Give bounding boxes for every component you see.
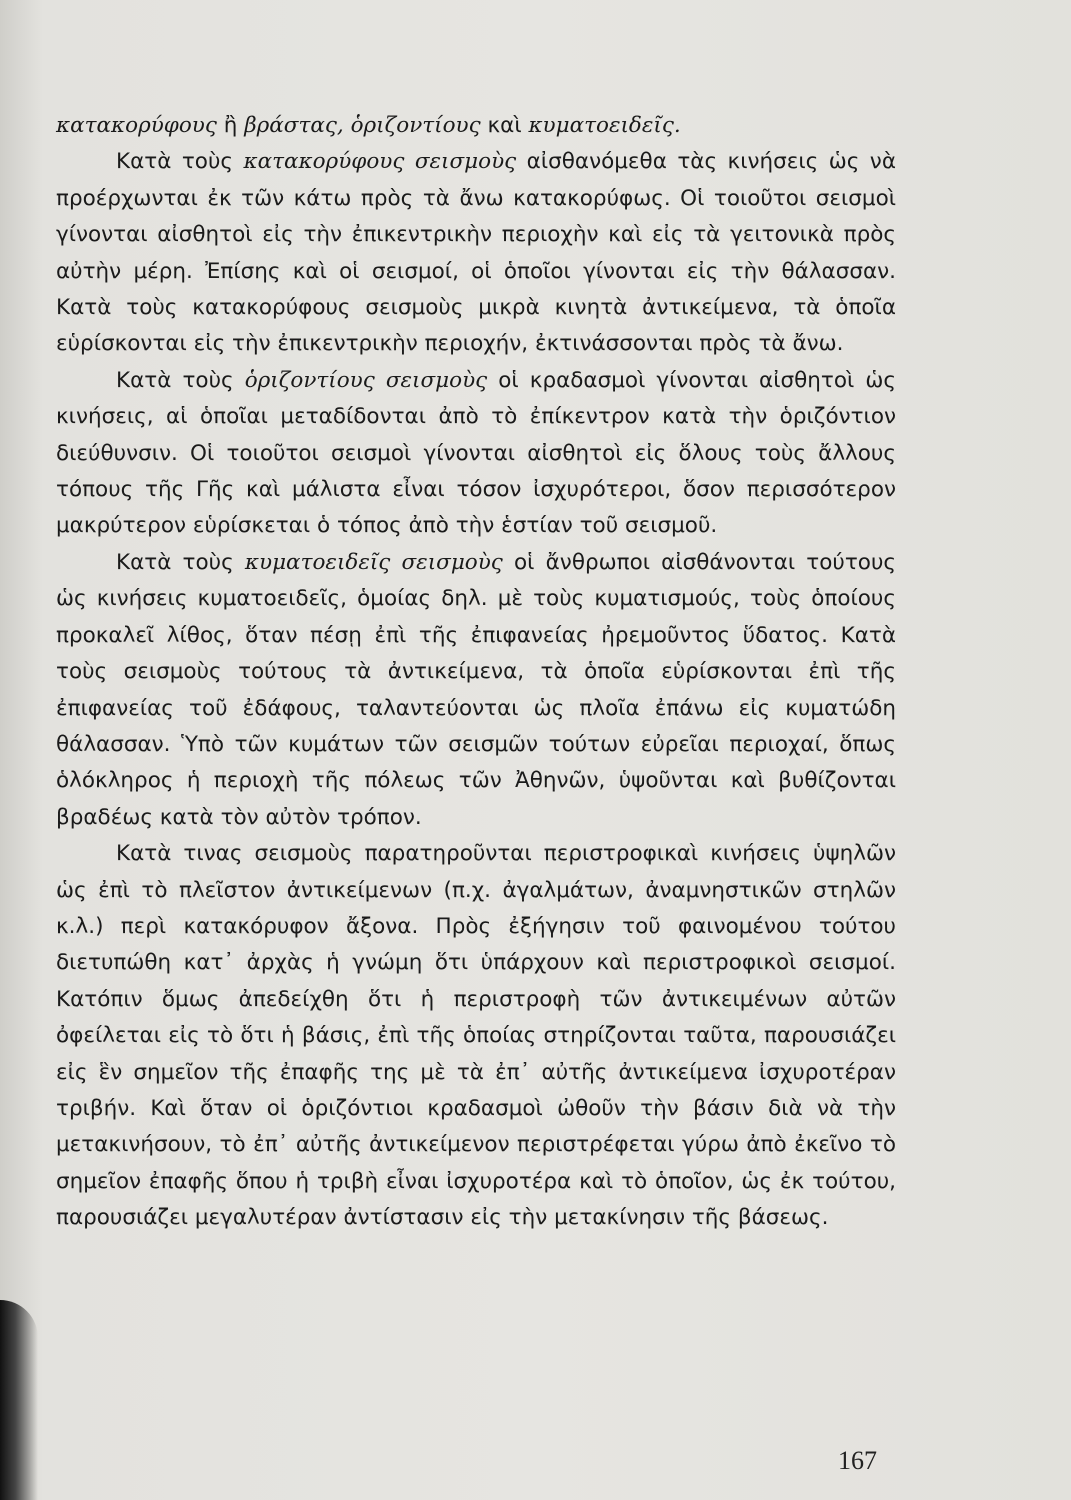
- text-run: ἢ: [216, 113, 245, 138]
- body-text: [56, 108, 896, 1237]
- paragraph: [56, 108, 896, 144]
- paragraph: [56, 144, 896, 362]
- text-run: οἱ κραδασμοὶ γίνονται αἰσθητοὶ ὡς κινήσεις, αἱ ὁποῖαι μεταδίδονται ἀπὸ τὸ ἐπίκεντρον κατὰ τὴν ὁριζόντιον διεύθυνσιν. Οἱ τοιοῦτοι σεισμοὶ γίνονται αἰσθητοὶ εἰς ὅλους τοὺς ἄλλους τόπους τῆς Γῆς καὶ μάλιστα εἶναι τόσον ἰσχυρότεροι, ὅσον περισσότερον μακρύτερον εὑρίσκεται ὁ τόπος ἀπὸ τὴν ἑστίαν τοῦ σεισμοῦ.: [56, 367, 896, 539]
- text-run: Κατὰ τοὺς: [116, 367, 245, 393]
- italic-text-run: κατακορύφους σεισμοὺς: [243, 149, 517, 175]
- italic-text-run: κυματοειδεῖς σεισμοὺς: [244, 549, 503, 575]
- text-run: αἰσθανόμεθα τὰς κινήσεις ὡς νὰ προέρχωνται ἐκ τῶν κάτω πρὸς τὰ ἄνω κατακορύφως. Οἱ τοιοῦτοι σεισμοὶ γίνονται αἰσθητοὶ εἰς τὴν ἐπικεντρικὴν περιοχὴν καὶ εἰς τὰ γειτονικὰ πρὸς αὐτὴν μέρη. Ἐπίσης καὶ οἱ σεισμοί, οἱ ὁποῖοι γίνονται εἰς τὴν θάλασσαν. Κατὰ τοὺς κατακορύφους σεισμοὺς μικρὰ κινητὰ ἀντικείμενα, τὰ ὁποῖα εὑρίσκονται εἰς τὴν ἐπικεντρικὴν περιοχήν, ἐκτινάσσονται πρὸς τὰ ἄνω.: [56, 149, 896, 357]
- text-run: Κατὰ τοὺς: [116, 149, 244, 175]
- italic-text-run: βράστας, ὁριζοντίους: [244, 113, 481, 138]
- italic-text-run: κυματοειδεῖς.: [528, 113, 681, 138]
- italic-text-run: κατακορύφους: [56, 113, 217, 138]
- binding-shadow: [0, 1300, 38, 1500]
- paragraph: [56, 836, 896, 1236]
- page-number: 167: [838, 1446, 877, 1475]
- text-run: οἱ ἄνθρωποι αἰσθάνονται τούτους ὡς κινήσεις κυματοειδεῖς, ὁμοίας δηλ. μὲ τοὺς κυματισμούς, τοὺς ὁποίους προκαλεῖ λίθος, ὅταν πέσῃ ἐπὶ τῆς ἐπιφανείας ἠρεμοῦντος ὕδατος. Κατὰ τοὺς σεισμοὺς τούτους τὰ ἀντικείμενα, τὰ ὁποῖα εὑρίσκονται ἐπὶ τῆς ἐπιφανείας τοῦ ἐδάφους, ταλαντεύονται ὡς πλοῖα ἐπάνω εἰς κυματώδη θάλασσαν. Ὑπὸ τῶν κυμάτων τῶν σεισμῶν τούτων εὐρεῖαι περιοχαί, ὅπως ὁλόκληρος ἡ περιοχὴ τῆς πόλεως τῶν Ἀθηνῶν, ὑψοῦνται καὶ βυθίζονται βραδέως κατὰ τὸν αὐτὸν τρόπον.: [56, 549, 897, 830]
- text-run: Κατὰ τοὺς: [116, 549, 245, 575]
- italic-text-run: ὁριζοντίους σεισμοὺς: [244, 367, 488, 393]
- text-run: Κατὰ τινας σεισμοὺς παρατηροῦνται περιστροφικαὶ κινήσεις ὑψηλῶν ὡς ἐπὶ τὸ πλεῖστον ἀντικείμενων (π.χ. ἀγαλμάτων, ἀναμνηστικῶν στηλῶν κ.λ.) περὶ κατακόρυφον ἄξονα. Πρὸς ἐξήγησιν τοῦ φαινομένου τούτου διετυπώθη κατ᾽ ἀρχὰς ἡ γνώμη ὅτι ὑπάρχουν καὶ περιστροφικοὶ σεισμοί. Κατόπιν ὅμως ἀπεδείχθη ὅτι ἡ περιστροφὴ τῶν ἀντικειμένων αὐτῶν ὀφείλεται εἰς τὸ ὅτι ἡ βάσις, ἐπὶ τῆς ὁποίας στηρίζονται ταῦτα, παρουσιάζει εἰς ἓν σημεῖον τῆς ἐπαφῆς της μὲ τὰ ἐπ᾽ αὐτῆς ἀντικείμενα ἰσχυροτέραν τριβήν. Καὶ ὅταν οἱ ὁριζόντιοι κραδασμοὶ ὠθοῦν τὴν βάσιν διὰ νὰ τὴν μετακινήσουν, τὸ ἐπ᾽ αὐτῆς ἀντικείμενον περιστρέφεται γύρω ἀπὸ ἐκεῖνο τὸ σημεῖον ἐπαφῆς ὅπου ἡ τριβὴ εἶναι ἰσχυροτέρα καὶ τὸ ὁποῖον, ὡς ἐκ τούτου, παρουσιάζει μεγαλυτέραν ἀντίστασιν εἰς τὴν μετακίνησιν τῆς βάσεως.: [56, 841, 896, 1231]
- text-run: καὶ: [480, 113, 529, 138]
- paragraph: [56, 363, 896, 545]
- paragraph: [56, 545, 896, 836]
